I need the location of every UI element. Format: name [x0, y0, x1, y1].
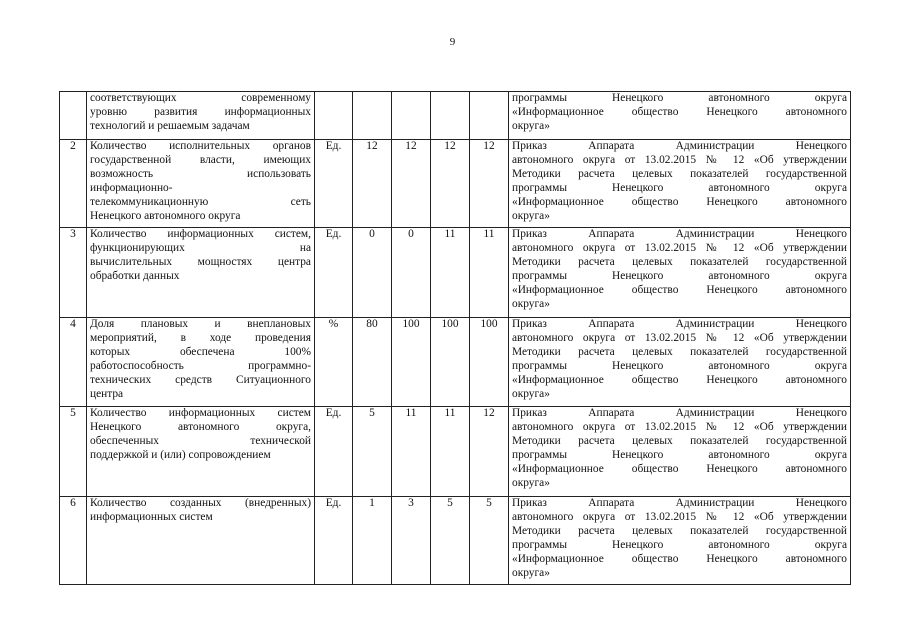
value-cell: 11 — [392, 407, 431, 497]
indicator-name-line: Количество исполнительных органов — [90, 140, 311, 152]
value-cell: 12 — [470, 140, 509, 228]
indicator-name-line: Количество информационных систем — [90, 407, 311, 419]
value-cell: 0 — [353, 228, 392, 318]
table-row — [60, 92, 851, 140]
indicator-name-line: работоспособность программно- — [90, 359, 311, 372]
source-line: автономного округа от 13.02.2015 № 12 «Об утверждении — [512, 420, 847, 433]
source-line: программы Ненецкого автономного округа — [512, 269, 847, 282]
source-line: программы Ненецкого автономного округа — [512, 538, 847, 551]
source-line: «Информационное общество Ненецкого автономного — [512, 373, 847, 386]
indicator-name-cell — [87, 228, 315, 318]
source-line: «Информационное общество Ненецкого автономного — [512, 552, 847, 565]
source-line: округа» — [512, 297, 550, 310]
value-cell: 5 — [470, 497, 509, 585]
source-line: Приказ Аппарата Администрации Ненецкого — [512, 228, 847, 240]
table-row — [60, 497, 851, 585]
source-line: программы Ненецкого автономного округа — [512, 92, 847, 104]
source-line: автономного округа от 13.02.2015 № 12 «Об утверждении — [512, 510, 847, 523]
indicator-name-line: технологий и решаемым задачам — [90, 119, 250, 132]
source-line: Методики расчета целевых показателей государственной — [512, 345, 847, 358]
source-cell — [509, 497, 851, 585]
row-number-cell: 3 — [60, 228, 87, 318]
unit-cell: Ед. — [315, 140, 353, 228]
value-cell: 11 — [431, 407, 470, 497]
indicator-name-line: поддержкой и (или) сопровождением — [90, 448, 271, 461]
indicator-name-line: вычислительных мощностях центра — [90, 255, 311, 268]
row-number-cell: 6 — [60, 497, 87, 585]
source-line: Приказ Аппарата Администрации Ненецкого — [512, 140, 847, 152]
value-cell: 11 — [470, 228, 509, 318]
source-cell — [509, 92, 851, 140]
indicator-name-line: информационно- — [90, 181, 173, 194]
source-line: Методики расчета целевых показателей государственной — [512, 255, 847, 268]
indicator-name-cell — [87, 497, 315, 585]
value-cell: 12 — [353, 140, 392, 228]
unit-cell: Ед. — [315, 228, 353, 318]
value-cell: 11 — [431, 228, 470, 318]
row-number-cell: 2 — [60, 140, 87, 228]
source-line: Приказ Аппарата Администрации Ненецкого — [512, 318, 847, 330]
indicator-name-line: уровню развития информационных — [90, 105, 311, 118]
indicator-name-line: Количество созданных (внедренных) — [90, 497, 311, 509]
source-line: округа» — [512, 119, 550, 132]
indicator-name-line: центра — [90, 387, 124, 400]
source-line: «Информационное общество Ненецкого автономного — [512, 195, 847, 208]
value-cell: 100 — [392, 318, 431, 407]
source-line: округа» — [512, 476, 550, 489]
indicator-name-line: государственной власти, имеющих — [90, 153, 311, 166]
unit-cell: Ед. — [315, 497, 353, 585]
value-cell: 100 — [431, 318, 470, 407]
indicator-name-line: телекоммуникационную сеть — [90, 195, 311, 208]
value-cell — [353, 92, 392, 140]
source-line: программы Ненецкого автономного округа — [512, 448, 847, 461]
value-cell: 12 — [470, 407, 509, 497]
value-cell: 1 — [353, 497, 392, 585]
indicator-name-line: Ненецкого автономного округа, — [90, 420, 311, 433]
source-line: программы Ненецкого автономного округа — [512, 181, 847, 194]
indicators-table — [59, 91, 851, 585]
source-line: «Информационное общество Ненецкого автономного — [512, 105, 847, 118]
indicator-name-line: обработки данных — [90, 269, 180, 282]
unit-cell — [315, 92, 353, 140]
source-line: Методики расчета целевых показателей государственной — [512, 524, 847, 537]
source-cell — [509, 318, 851, 407]
value-cell: 0 — [392, 228, 431, 318]
source-cell — [509, 140, 851, 228]
unit-cell: Ед. — [315, 407, 353, 497]
value-cell: 5 — [353, 407, 392, 497]
source-line: автономного округа от 13.02.2015 № 12 «Об утверждении — [512, 331, 847, 344]
source-line: Приказ Аппарата Администрации Ненецкого — [512, 407, 847, 419]
source-line: Методики расчета целевых показателей государственной — [512, 167, 847, 180]
unit-cell: % — [315, 318, 353, 407]
source-line: Методики расчета целевых показателей государственной — [512, 434, 847, 447]
table-row — [60, 407, 851, 497]
source-line: автономного округа от 13.02.2015 № 12 «Об утверждении — [512, 241, 847, 254]
value-cell: 3 — [392, 497, 431, 585]
indicator-name-line: технических средств Ситуационного — [90, 373, 311, 386]
indicator-name-cell — [87, 92, 315, 140]
indicator-name-line: обеспеченных технической — [90, 434, 311, 447]
indicator-name-line: функционирующих на — [90, 241, 311, 254]
source-line: «Информационное общество Ненецкого автономного — [512, 283, 847, 296]
indicator-name-line: Доля плановых и внеплановых — [90, 318, 311, 330]
value-cell: 100 — [470, 318, 509, 407]
table-row — [60, 318, 851, 407]
indicator-name-line: мероприятий, в ходе проведения — [90, 331, 311, 344]
source-line: Приказ Аппарата Администрации Ненецкого — [512, 497, 847, 509]
value-cell: 80 — [353, 318, 392, 407]
indicator-name-line: Ненецкого автономного округа — [90, 209, 241, 222]
table-row — [60, 140, 851, 228]
source-line: автономного округа от 13.02.2015 № 12 «Об утверждении — [512, 153, 847, 166]
source-line: программы Ненецкого автономного округа — [512, 359, 847, 372]
value-cell: 12 — [431, 140, 470, 228]
source-line: округа» — [512, 387, 550, 400]
row-number-cell: 5 — [60, 407, 87, 497]
source-line: «Информационное общество Ненецкого автономного — [512, 462, 847, 475]
value-cell — [431, 92, 470, 140]
value-cell: 12 — [392, 140, 431, 228]
row-number-cell: 4 — [60, 318, 87, 407]
source-cell — [509, 228, 851, 318]
indicator-name-line: Количество информационных систем, — [90, 228, 311, 240]
table-row — [60, 228, 851, 318]
indicator-name-line: которых обеспечена 100% — [90, 345, 311, 358]
indicator-name-cell — [87, 407, 315, 497]
table-body — [60, 92, 851, 585]
indicator-name-line: информационных систем — [90, 510, 213, 523]
indicator-name-line: возможность использовать — [90, 167, 311, 180]
source-line: округа» — [512, 209, 550, 222]
value-cell: 5 — [431, 497, 470, 585]
indicator-name-cell — [87, 140, 315, 228]
source-cell — [509, 407, 851, 497]
row-number-cell — [60, 92, 87, 140]
indicator-name-line: соответствующих современному — [90, 92, 311, 104]
value-cell — [470, 92, 509, 140]
source-line: округа» — [512, 566, 550, 579]
indicator-name-cell — [87, 318, 315, 407]
page-number: 9 — [449, 36, 456, 48]
value-cell — [392, 92, 431, 140]
